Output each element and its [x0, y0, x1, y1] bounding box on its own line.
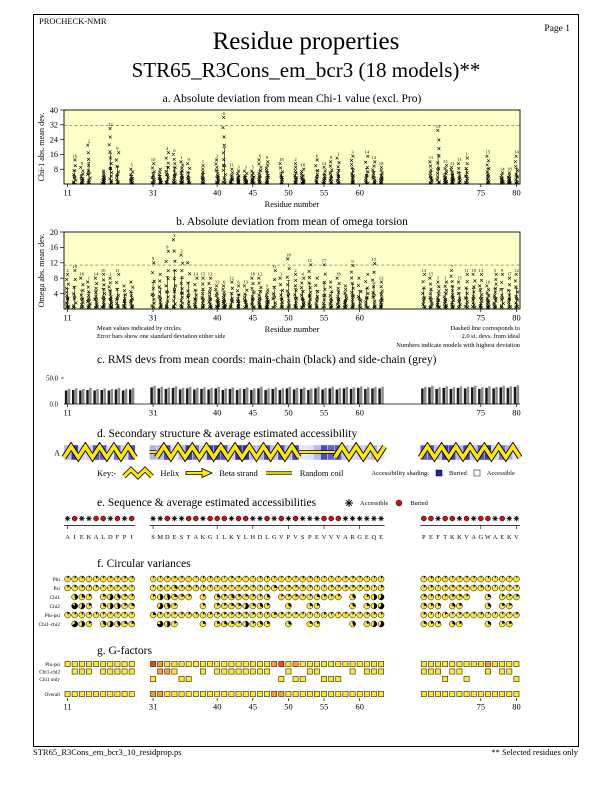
svg-text:9: 9 [265, 155, 269, 161]
svg-text:12: 12 [229, 275, 234, 281]
svg-text:K: K [86, 534, 92, 541]
svg-text:55: 55 [319, 313, 329, 323]
svg-text:13: 13 [193, 271, 199, 277]
svg-text:A: A [54, 448, 60, 458]
svg-text:D: D [257, 534, 263, 541]
svg-text:M: M [157, 534, 164, 541]
shading-label: Accessibility shading: [371, 469, 430, 477]
svg-text:50: 50 [284, 702, 293, 712]
buried-circle-icon [394, 498, 404, 508]
svg-text:I: I [73, 534, 76, 541]
svg-text:13: 13 [243, 279, 248, 285]
svg-text:16: 16 [49, 243, 58, 253]
svg-text:2: 2 [87, 138, 91, 144]
caption-line: Dashed line corresponds to [450, 325, 520, 332]
svg-text:14: 14 [514, 149, 519, 155]
svg-text:45: 45 [248, 313, 257, 323]
svg-text:9: 9 [80, 160, 83, 166]
svg-text:80: 80 [512, 313, 521, 323]
beta-strand-icon [185, 467, 213, 479]
svg-text:E: E [379, 534, 384, 541]
svg-text:11: 11 [457, 157, 462, 163]
svg-text:1: 1 [337, 151, 340, 157]
svg-text:31: 31 [148, 408, 158, 418]
svg-text:20: 20 [49, 228, 58, 237]
svg-text:13: 13 [435, 123, 441, 129]
svg-text:9: 9 [187, 157, 190, 163]
footer-note: ** Selected residues only [491, 747, 578, 757]
svg-text:13: 13 [207, 271, 213, 277]
svg-text:55: 55 [319, 188, 329, 198]
legend-accessible-label: Accessible [360, 499, 389, 507]
svg-text:5: 5 [436, 275, 440, 281]
svg-text:2: 2 [66, 267, 69, 273]
svg-text:11: 11 [63, 702, 72, 712]
svg-text:D: D [165, 534, 170, 541]
svg-text:V: V [514, 534, 519, 541]
svg-text:10: 10 [150, 157, 156, 163]
svg-text:16: 16 [79, 271, 85, 277]
shading-accessible-label: Accessible [486, 469, 515, 477]
structure-key [97, 466, 515, 480]
svg-text:K: K [507, 534, 512, 541]
random-coil-icon [264, 468, 294, 478]
svg-text:E: E [428, 534, 433, 541]
svg-text:L: L [101, 534, 106, 541]
svg-text:1: 1 [109, 271, 112, 277]
svg-text:Y: Y [236, 534, 241, 541]
svg-text:4: 4 [166, 145, 169, 151]
svg-text:W: W [484, 534, 491, 541]
svg-text:11: 11 [271, 263, 277, 269]
circular-variances-grid [0, 572, 612, 632]
svg-text:7: 7 [451, 263, 454, 269]
svg-text:G: G [271, 534, 277, 541]
svg-text:P: P [122, 534, 127, 541]
svg-text:12: 12 [371, 155, 377, 161]
caption-line: Numbers indicate models with highest deviation [396, 341, 520, 349]
svg-text:H: H [250, 534, 256, 541]
svg-text:T: T [186, 534, 191, 541]
svg-text:8: 8 [53, 165, 58, 174]
svg-text:2: 2 [294, 267, 297, 273]
svg-text:V: V [279, 534, 284, 541]
svg-text:L: L [265, 534, 270, 541]
svg-text:K: K [450, 534, 455, 541]
svg-text:Psi: Psi [53, 586, 60, 592]
svg-text:S: S [151, 534, 155, 541]
svg-text:Phi-psi: Phi-psi [45, 662, 60, 668]
svg-text:13: 13 [378, 275, 384, 281]
svg-text:80: 80 [512, 408, 521, 418]
svg-text:A: A [193, 534, 199, 541]
svg-text:45: 45 [248, 188, 257, 198]
svg-text:2: 2 [180, 248, 183, 254]
svg-text:Chi2: Chi2 [49, 604, 60, 610]
structure-title: STR65_R3Cons_em_bcr3 (18 models)** [131, 58, 481, 82]
svg-text:K: K [200, 534, 206, 541]
svg-text:11: 11 [307, 258, 313, 264]
rms-deviation-bars [0, 372, 612, 420]
caption-line: Mean values indicated by circles [97, 325, 181, 332]
svg-text:80: 80 [512, 188, 521, 198]
svg-text:T: T [443, 534, 448, 541]
svg-text:A: A [471, 534, 476, 541]
svg-text:I: I [216, 534, 219, 541]
svg-text:1: 1 [444, 275, 447, 281]
svg-text:18: 18 [507, 166, 512, 172]
svg-text:12: 12 [49, 258, 58, 268]
svg-text:Chi1-chi2: Chi1-chi2 [38, 622, 60, 628]
svg-text:17: 17 [321, 258, 327, 264]
svg-text:13: 13 [214, 279, 220, 285]
svg-text:17: 17 [507, 271, 512, 277]
svg-text:31: 31 [148, 313, 158, 323]
svg-text:18: 18 [300, 162, 305, 168]
svg-text:F: F [115, 534, 120, 541]
svg-text:11: 11 [115, 267, 120, 273]
caption-line: Error bars show one standard deviation either side [97, 333, 226, 341]
svg-text:6: 6 [315, 153, 319, 159]
key-helix-label: Helix [160, 468, 180, 478]
x-axis-label: Residue number [264, 325, 320, 334]
svg-text:3: 3 [237, 164, 240, 170]
buried-swatch-icon [435, 469, 443, 477]
sequence-accessibility-strip [0, 512, 612, 544]
chi1-deviation-plot [0, 106, 612, 216]
panel-c-title: c. RMS devs from mean coords: main-chain (black) and side-chain (grey) [97, 354, 437, 366]
svg-text:P: P [422, 534, 426, 541]
svg-text:32: 32 [49, 120, 58, 130]
svg-text:L: L [222, 534, 227, 541]
svg-text:F: F [436, 534, 440, 541]
svg-text:18: 18 [378, 160, 384, 166]
svg-text:50: 50 [284, 188, 293, 198]
svg-text:16: 16 [72, 153, 77, 159]
svg-text:75: 75 [476, 408, 485, 418]
svg-text:9: 9 [116, 145, 119, 151]
svg-text:E: E [314, 534, 319, 541]
svg-text:14: 14 [364, 149, 370, 155]
svg-text:60: 60 [355, 313, 364, 323]
panel-b-title: b. Absolute deviation from mean of omega torsion [176, 216, 408, 228]
svg-text:14: 14 [93, 271, 99, 277]
g-factors-grid [0, 658, 612, 716]
svg-text:15: 15 [485, 149, 491, 155]
page-title: Residue properties [212, 28, 400, 55]
svg-text:13: 13 [478, 267, 484, 273]
accessible-swatch-icon [473, 469, 481, 477]
svg-text:5: 5 [251, 164, 254, 170]
svg-text:G: G [478, 534, 484, 541]
svg-text:31: 31 [148, 702, 158, 712]
svg-text:10: 10 [72, 263, 77, 269]
svg-text:55: 55 [319, 702, 329, 712]
legend-buried-label: Buried [410, 499, 428, 507]
svg-text:4: 4 [301, 271, 304, 277]
svg-text:11: 11 [63, 408, 72, 418]
svg-text:A: A [492, 534, 498, 541]
svg-text:60: 60 [355, 702, 364, 712]
svg-text:40: 40 [49, 106, 58, 115]
svg-text:0.0: 0.0 [49, 401, 58, 409]
svg-text:2: 2 [173, 233, 176, 239]
svg-text:11: 11 [229, 162, 234, 168]
svg-text:V: V [293, 534, 298, 541]
svg-text:12: 12 [257, 271, 263, 277]
svg-text:P: P [308, 534, 312, 541]
svg-text:E: E [364, 534, 369, 541]
svg-text:6: 6 [258, 153, 262, 159]
page-number: Page 1 [544, 24, 570, 34]
svg-text:V: V [464, 534, 469, 541]
svg-text:6: 6 [173, 147, 176, 153]
svg-text:16: 16 [49, 150, 58, 160]
shading-buried-label: Buried [449, 469, 467, 477]
svg-text:45: 45 [248, 702, 257, 712]
svg-text:E: E [500, 534, 505, 541]
svg-text:K: K [229, 534, 234, 541]
svg-text:Chi1: Chi1 [49, 595, 60, 601]
svg-text:E: E [79, 534, 84, 541]
svg-text:14: 14 [499, 166, 505, 172]
svg-text:50: 50 [284, 313, 293, 323]
svg-text:10: 10 [471, 267, 476, 273]
svg-text:Phi: Phi [52, 577, 60, 583]
svg-text:60: 60 [355, 408, 364, 418]
svg-text:1: 1 [180, 155, 183, 161]
svg-text:G: G [207, 534, 213, 541]
svg-text:40: 40 [213, 702, 222, 712]
svg-text:40: 40 [213, 408, 222, 418]
program-name: PROCHECK-NMR [39, 16, 107, 26]
panel-f-title: f. Circular variances [97, 558, 191, 570]
svg-text:Residue number: Residue number [264, 200, 320, 209]
panel-g-title: g. G-factors [97, 645, 152, 657]
svg-text:40: 40 [213, 188, 222, 198]
svg-text:V: V [336, 534, 341, 541]
svg-text:10: 10 [485, 279, 491, 285]
svg-text:50.0: 50.0 [46, 375, 58, 383]
svg-text:3: 3 [244, 164, 247, 170]
svg-text:Chi1 only: Chi1 only [39, 677, 60, 683]
svg-text:Phi-psi: Phi-psi [44, 613, 60, 619]
svg-text:4: 4 [53, 289, 58, 299]
svg-text:E: E [172, 534, 177, 541]
key-beta-label: Beta strand [219, 468, 258, 478]
svg-text:1: 1 [201, 158, 205, 164]
svg-text:14: 14 [321, 160, 327, 166]
svg-text:15: 15 [428, 271, 434, 277]
svg-text:Overall: Overall [44, 692, 60, 698]
svg-text:18: 18 [336, 271, 341, 277]
svg-text:6: 6 [223, 279, 226, 285]
panel-d-title: d. Secondary structure & average estimated accessibility [97, 428, 358, 440]
svg-text:S: S [300, 534, 305, 541]
omega-deviation-plot [0, 228, 612, 326]
svg-text:A: A [65, 534, 70, 541]
svg-text:40: 40 [213, 313, 222, 323]
svg-text:13: 13 [442, 158, 448, 164]
svg-text:11: 11 [450, 160, 455, 166]
svg-text:11: 11 [63, 188, 72, 198]
secondary-structure-band [0, 442, 612, 464]
svg-text:D: D [108, 534, 113, 541]
svg-text:G: G [357, 534, 362, 541]
svg-text:75: 75 [476, 702, 485, 712]
svg-text:55: 55 [319, 408, 329, 418]
helix-icon [122, 466, 154, 480]
svg-text:15: 15 [371, 256, 377, 262]
svg-text:12: 12 [108, 121, 113, 127]
svg-text:6: 6 [237, 279, 240, 285]
caption-line: 2.0 st. devs. from ideal [461, 333, 520, 341]
accessible-star-icon [344, 498, 354, 508]
svg-text:24: 24 [49, 135, 58, 145]
panel-e-title: e. Sequence & average estimated accessibilities [97, 497, 317, 509]
svg-text:Chi-1 abs. mean dev.: Chi-1 abs. mean dev. [37, 112, 46, 182]
svg-text:S: S [179, 534, 184, 541]
svg-text:Chi1-chi2: Chi1-chi2 [39, 669, 60, 676]
svg-text:60: 60 [355, 188, 364, 198]
svg-text:15: 15 [200, 271, 206, 277]
svg-text:11: 11 [63, 313, 72, 323]
svg-text:18: 18 [250, 271, 256, 277]
panel-a-title: a. Absolute deviation from mean Chi-1 value (excl. Pro) [162, 93, 422, 105]
svg-text:1: 1 [87, 275, 91, 281]
svg-text:8: 8 [330, 155, 333, 161]
svg-text:V: V [321, 534, 327, 541]
svg-text:5: 5 [493, 267, 497, 273]
svg-text:2: 2 [294, 157, 297, 163]
svg-text:13: 13 [421, 267, 427, 273]
svg-text:R: R [350, 534, 355, 541]
svg-text:5: 5 [130, 162, 133, 168]
svg-text:A: A [93, 534, 99, 541]
svg-text:2: 2 [265, 283, 269, 289]
svg-text:11: 11 [464, 267, 469, 273]
panel-e-header [97, 497, 428, 509]
key-label: Key:- [97, 468, 117, 478]
svg-text:9: 9 [151, 256, 155, 262]
svg-text:8: 8 [53, 274, 58, 283]
svg-text:I: I [130, 534, 133, 541]
svg-text:Q: Q [371, 534, 377, 541]
svg-text:9: 9 [166, 244, 169, 250]
svg-text:75: 75 [476, 313, 485, 323]
svg-text:15: 15 [457, 275, 462, 281]
svg-text:3: 3 [280, 271, 283, 277]
footer-filename: STR65_R3Cons_em_bcr3_10_residprop.ps [33, 747, 182, 757]
svg-text:L: L [243, 534, 248, 541]
svg-text:75: 75 [476, 188, 485, 198]
svg-text:A: A [343, 534, 348, 541]
svg-text:11: 11 [428, 155, 434, 161]
svg-text:9: 9 [351, 258, 354, 264]
svg-text:18: 18 [279, 157, 284, 163]
svg-text:1: 1 [465, 151, 468, 157]
svg-text:10: 10 [100, 267, 106, 273]
svg-text:50: 50 [284, 408, 293, 418]
svg-text:45: 45 [248, 408, 257, 418]
svg-text:31: 31 [148, 188, 158, 198]
svg-text:12: 12 [514, 267, 519, 273]
svg-text:2: 2 [216, 153, 219, 159]
key-coil-label: Random coil [299, 468, 344, 478]
caption-dashed-line [320, 325, 520, 350]
svg-text:18: 18 [286, 252, 291, 258]
svg-text:K: K [457, 534, 462, 541]
svg-text:Omega abs. mean dev.: Omega abs. mean dev. [37, 233, 46, 308]
svg-text:80: 80 [512, 702, 521, 712]
svg-text:6: 6 [223, 110, 226, 116]
svg-text:V: V [328, 534, 334, 541]
svg-text:3: 3 [351, 149, 354, 155]
svg-text:9: 9 [501, 267, 504, 273]
svg-text:P: P [286, 534, 291, 541]
